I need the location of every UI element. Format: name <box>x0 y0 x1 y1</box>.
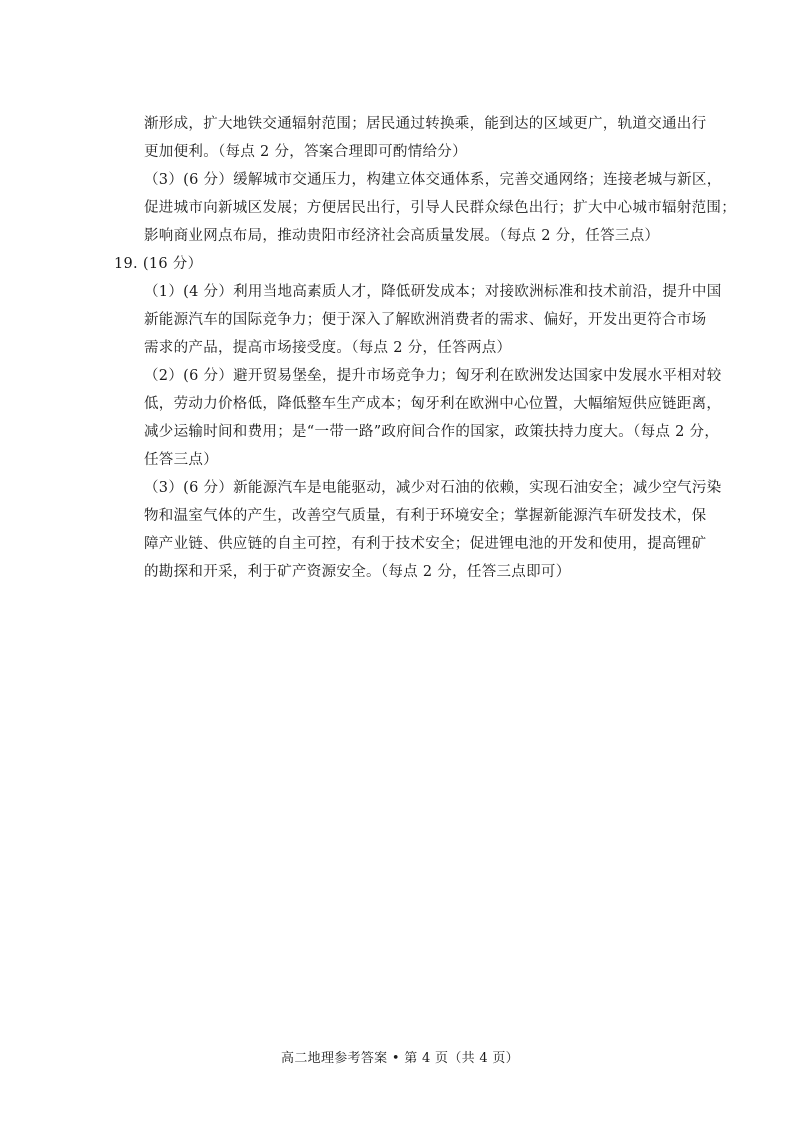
text-line-3: （3）(6 分）缓解城市交通压力，构建立体交通体系，完善交通网络；连接老城与新区， <box>144 172 722 188</box>
text-line-4: 促进城市向新城区发展；方便居民出行，引导人民群众绿色出行；扩大中心城市辐射范围； <box>144 200 736 216</box>
question-19-header: 19. (16 分） <box>114 256 203 272</box>
text-line-13: 任答三点） <box>144 452 218 468</box>
text-line-14: （3）(6 分）新能源汽车是电能驱动，减少对石油的依赖，实现石油安全；减少空气污染 <box>144 480 722 496</box>
page-footer: 高二地理参考答案 • 第 4 页（共 4 页） <box>281 1051 519 1066</box>
text-line-1: 渐形成，扩大地铁交通辐射范围；居民通过转换乘，能到达的区域更广，轨道交通出行 <box>144 116 707 132</box>
text-line-12: 减少运输时间和费用；是“一带一路”政府间合作的国家，政策扶持力度大。（每点 2 分， <box>144 424 720 440</box>
text-line-8: 新能源汽车的国际竞争力；便于深入了解欧洲消费者的需求、偏好，开发出更符合市场 <box>144 312 707 328</box>
text-line-16: 障产业链、供应链的自主可控，有利于技术安全；促进锂电池的开发和使用，提高锂矿 <box>144 536 707 552</box>
text-line-17: 的勘探和开采，利于矿产资源安全。（每点 2 分，任答三点即可） <box>144 564 571 580</box>
text-line-2: 更加便利。（每点 2 分，答案合理即可酌情给分） <box>144 144 467 160</box>
text-line-11: 低，劳动力价格低，降低整车生产成本；匈牙利在欧洲中心位置，大幅缩短供应链距离， <box>144 396 722 412</box>
text-line-5: 影响商业网点布局，推动贵阳市经济社会高质量发展。（每点 2 分，任答三点） <box>144 228 660 244</box>
text-line-15: 物和温室气体的产生，改善空气质量，有利于环境安全；掌握新能源汽车研发技术，保 <box>144 508 707 524</box>
text-line-10: （2）(6 分）避开贸易堡垒，提升市场竞争力；匈牙利在欧洲发达国家中发展水平相对较 <box>144 368 722 384</box>
text-line-9: 需求的产品，提高市场接受度。（每点 2 分，任答两点） <box>144 340 512 356</box>
text-line-7: （1）(4 分）利用当地高素质人才，降低研发成本；对接欧洲标准和技术前沿，提升中国 <box>144 284 722 300</box>
